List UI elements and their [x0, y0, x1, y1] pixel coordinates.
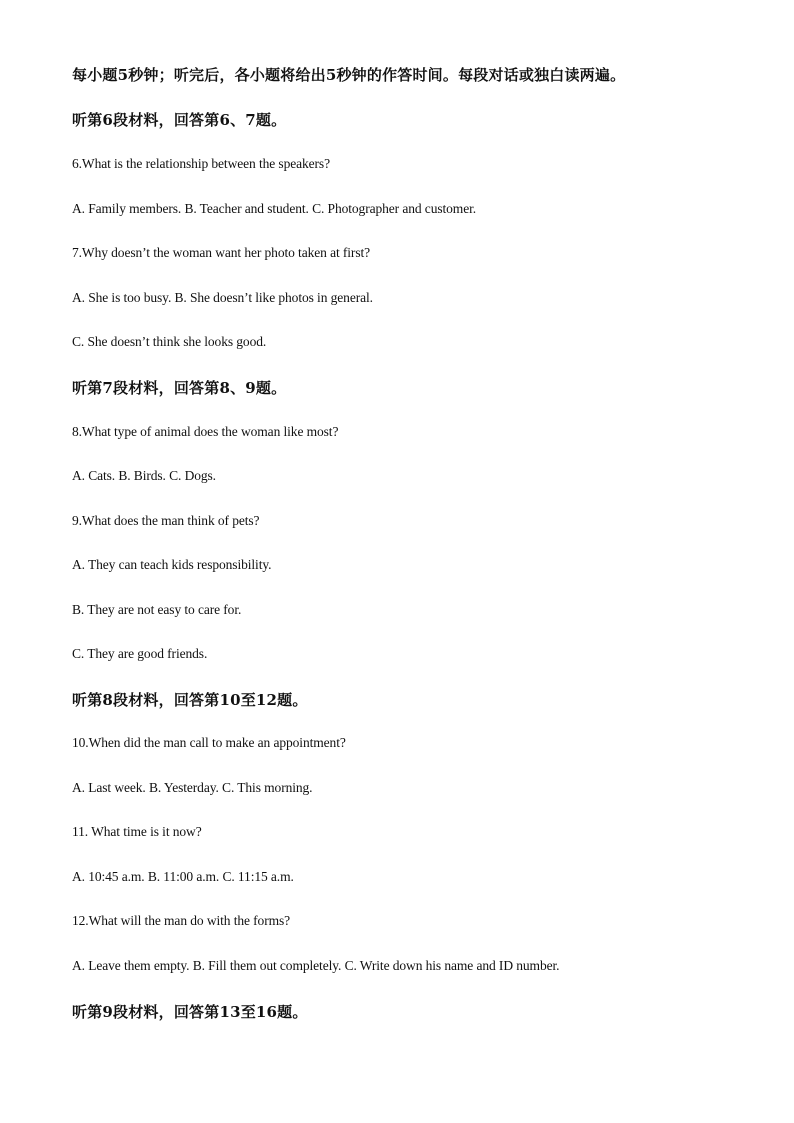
- section-heading-7: 听第7段材料，回答第8、9题。: [72, 379, 287, 397]
- question-12: 12.What will the man do with the forms?: [72, 913, 291, 928]
- question-6: 6.What is the relationship between the speakers?: [72, 156, 330, 171]
- question-9-option-c: C. They are good friends.: [72, 646, 208, 661]
- question-10-options: A. Last week. B. Yesterday. C. This morning.: [72, 780, 313, 795]
- question-11-options: A. 10:45 a.m. B. 11:00 a.m. C. 11:15 a.m.: [72, 869, 294, 884]
- question-7-option-c: C. She doesn’t think she looks good.: [72, 334, 267, 349]
- listening-instruction: 每小题5秒钟；听完后，各小题将给出5秒钟的作答时间。每段对话或独白读两遍。: [72, 66, 626, 84]
- question-9-option-a: A. They can teach kids responsibility.: [72, 557, 272, 572]
- section-heading-6: 听第6段材料，回答第6、7题。: [72, 111, 287, 129]
- question-11: 11. What time is it now?: [72, 824, 202, 839]
- question-8: 8.What type of animal does the woman like most?: [72, 424, 339, 439]
- question-9-option-b: B. They are not easy to care for.: [72, 602, 242, 617]
- question-12-options: A. Leave them empty. B. Fill them out completely. C. Write down his name and ID number.: [72, 958, 560, 973]
- question-7: 7.Why doesn’t the woman want her photo taken at first?: [72, 245, 371, 260]
- question-6-options: A. Family members. B. Teacher and student. C. Photographer and customer.: [72, 201, 477, 216]
- section-heading-8: 听第8段材料，回答第10至12题。: [72, 691, 308, 709]
- question-9: 9.What does the man think of pets?: [72, 513, 260, 528]
- question-7-options-ab: A. She is too busy. B. She doesn’t like photos in general.: [72, 290, 373, 305]
- section-heading-9: 听第9段材料，回答第13至16题。: [72, 1003, 308, 1021]
- question-8-options: A. Cats. B. Birds. C. Dogs.: [72, 468, 216, 483]
- question-10: 10.When did the man call to make an appointment?: [72, 735, 346, 750]
